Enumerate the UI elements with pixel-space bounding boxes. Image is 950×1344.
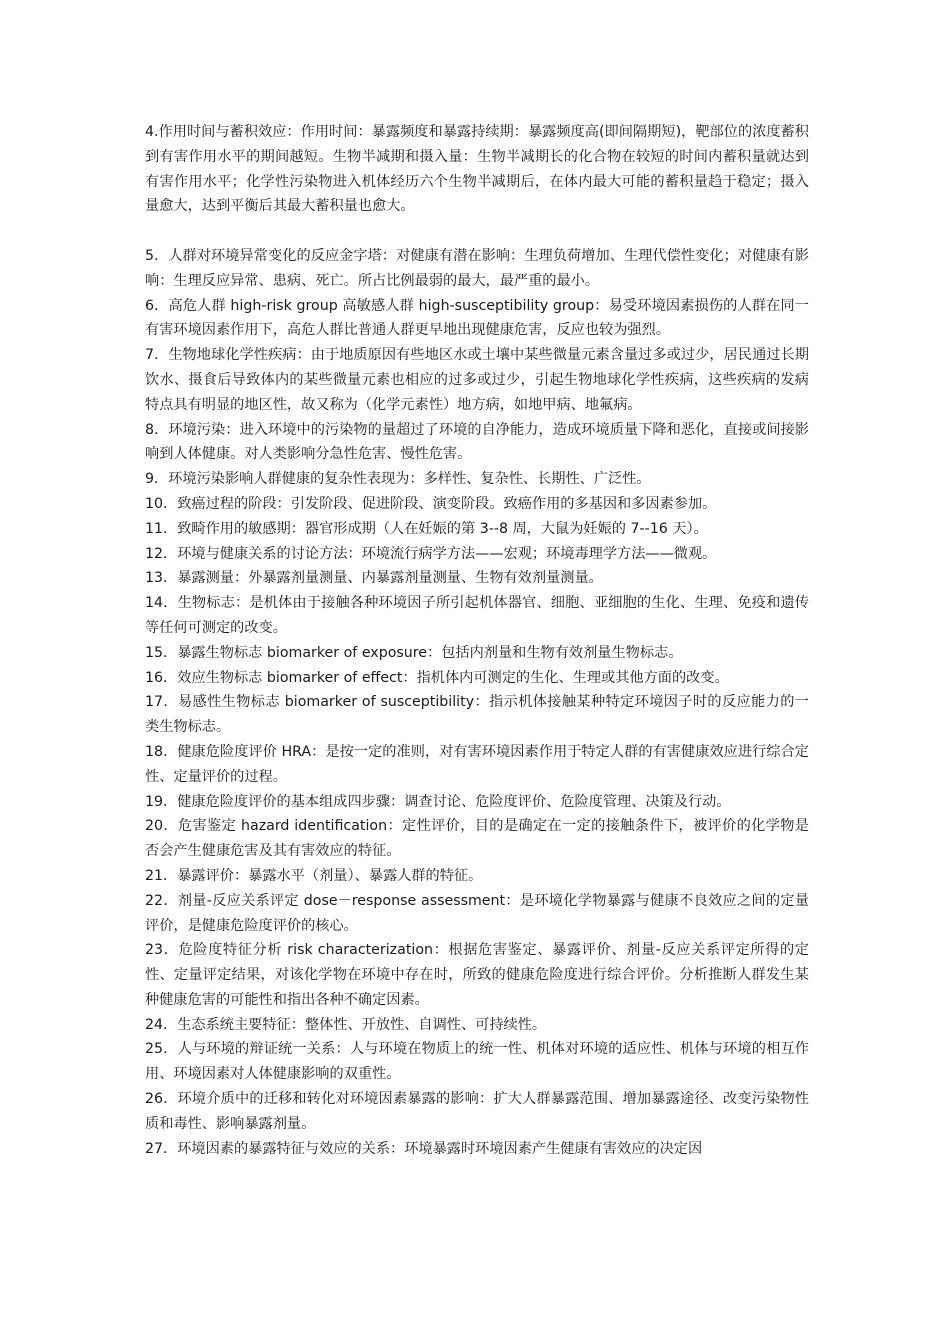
paragraph-15: 15．暴露生物标志 biomarker of exposure：包括内剂量和生物有效剂量生物标志。 xyxy=(145,644,683,661)
paragraph-6: 6．高危人群 high-risk group 高敏感人群 high-susceptibility group：易受环境因素损伤的人群在同一有害环境因素作用下，高危人群比普通人群更早地出现健康危害，反应也较为强烈。 xyxy=(145,297,809,339)
paragraph-27: 27．环境因素的暴露特征与效应的关系：环境暴露时环境因素产生健康有害效应的决定因 xyxy=(145,1140,703,1157)
paragraph-12: 12．环境与健康关系的讨论方法：环境流行病学方法——宏观；环境毒理学方法——微观。 xyxy=(145,545,717,562)
paragraph-8: 8．环境污染：进入环境中的污染物的量超过了环境的自净能力，造成环境质量下降和恶化，直接或间接影响到人体健康。对人类影响分急性危害、慢性危害。 xyxy=(145,421,809,463)
paragraph-22: 22．剂量-反应关系评定 dose－response assessment：是环境化学物暴露与健康不良效应之间的定量评价，是健康危险度评价的核心。 xyxy=(145,892,809,934)
paragraph-11: 11．致畸作用的敏感期：器官形成期（人在妊娠的第 3--8 周，大鼠为妊娠的 7--16 天）。 xyxy=(145,520,708,537)
paragraph-23: 23．危险度特征分析 risk characterization：根据危害鉴定、暴露评价、剂量-反应关系评定所得的定性、定量评定结果，对该化学物在环境中存在时，所致的健康危险度进行综合评价。分析推断人群发生某种健康危害的可能性和指出各种不确定因素。 xyxy=(145,942,809,1008)
paragraph-24: 24．生态系统主要特征：整体性、开放性、自调性、可持续性。 xyxy=(145,1016,547,1033)
paragraph-17: 17．易感性生物标志 biomarker of susceptibility：指示机体接触某种特定环境因子时的反应能力的一类生物标志。 xyxy=(145,694,809,736)
paragraph-10: 10．致癌过程的阶段：引发阶段、促进阶段、演变阶段。致癌作用的多基因和多因素参加。 xyxy=(145,495,717,512)
paragraph-26: 26．环境介质中的迁移和转化对环境因素暴露的影响：扩大人群暴露范围、增加暴露途径、改变污染物性质和毒性、影响暴露剂量。 xyxy=(145,1091,809,1132)
paragraph-18: 18．健康危险度评价 HRA：是按一定的准则，对有害环境因素作用于特定人群的有害健康效应进行综合定性、定量评价的过程。 xyxy=(145,743,809,785)
paragraph-19: 19．健康危险度评价的基本组成四步骤：调查讨论、危险度评价、危险度管理、决策及行动。 xyxy=(145,793,731,810)
paragraph-4: 4.作用时间与蓄积效应：作用时间：暴露频度和暴露持续期：暴露频度高(即间隔期短)，靶部位的浓度蓄积到有害作用水平的期间越短。生物半减期和摄入量：生物半减期长的化合物在较短的时间内蓄积量就达到有害作用水平；化学性污染物进入机体经历六个生物半减期后，在体内最大可能的蓄积量趋于稳定；摄入量愈大，达到平衡后其最大蓄积量也愈大。 xyxy=(145,124,809,215)
paragraph-9: 9．环境污染影响人群健康的复杂性表现为：多样性、复杂性、长期性、广泛性。 xyxy=(145,471,651,488)
paragraph-13: 13．暴露测量：外暴露剂量测量、内暴露剂量测量、生物有效剂量测量。 xyxy=(145,570,603,587)
paragraph-14: 14．生物标志：是机体由于接触各种环境因子所引起机体器官、细胞、亚细胞的生化、生理、免疫和遗传等任何可测定的改变。 xyxy=(145,595,809,636)
paragraph-25: 25．人与环境的辩证统一关系：人与环境在物质上的统一性、机体对环境的适应性、机体与环境的相互作用、环境因素对人体健康影响的双重性。 xyxy=(145,1041,809,1083)
paragraph-20: 20．危害鉴定 hazard identification：定性评价，目的是确定在一定的接触条件下，被评价的化学物是否会产生健康危害及其有害效应的特征。 xyxy=(145,818,809,860)
document-body xyxy=(145,120,809,1161)
paragraph-spacer xyxy=(145,219,809,244)
paragraph-16: 16．效应生物标志 biomarker of effect：指机体内可测定的生化、生理或其他方面的改变。 xyxy=(145,669,729,686)
paragraph-21: 21．暴露评价：暴露水平（剂量）、暴露人群的特征。 xyxy=(145,867,483,884)
paragraph-7: 7．生物地球化学性疾病：由于地质原因有些地区水或土壤中某些微量元素含量过多或过少，居民通过长期饮水、摄食后导致体内的某些微量元素也相应的过多或过少，引起生物地球化学性疾病，这些疾病的发病特点具有明显的地区性，故又称为（化学元素性）地方病，如地甲病、地氟病。 xyxy=(145,347,809,413)
paragraph-5: 5．人群对环境异常变化的反应金字塔：对健康有潜在影响：生理负荷增加、生理代偿性变化；对健康有影响：生理反应异常、患病、死亡。所占比例最弱的最大，最严重的最小。 xyxy=(145,247,809,289)
